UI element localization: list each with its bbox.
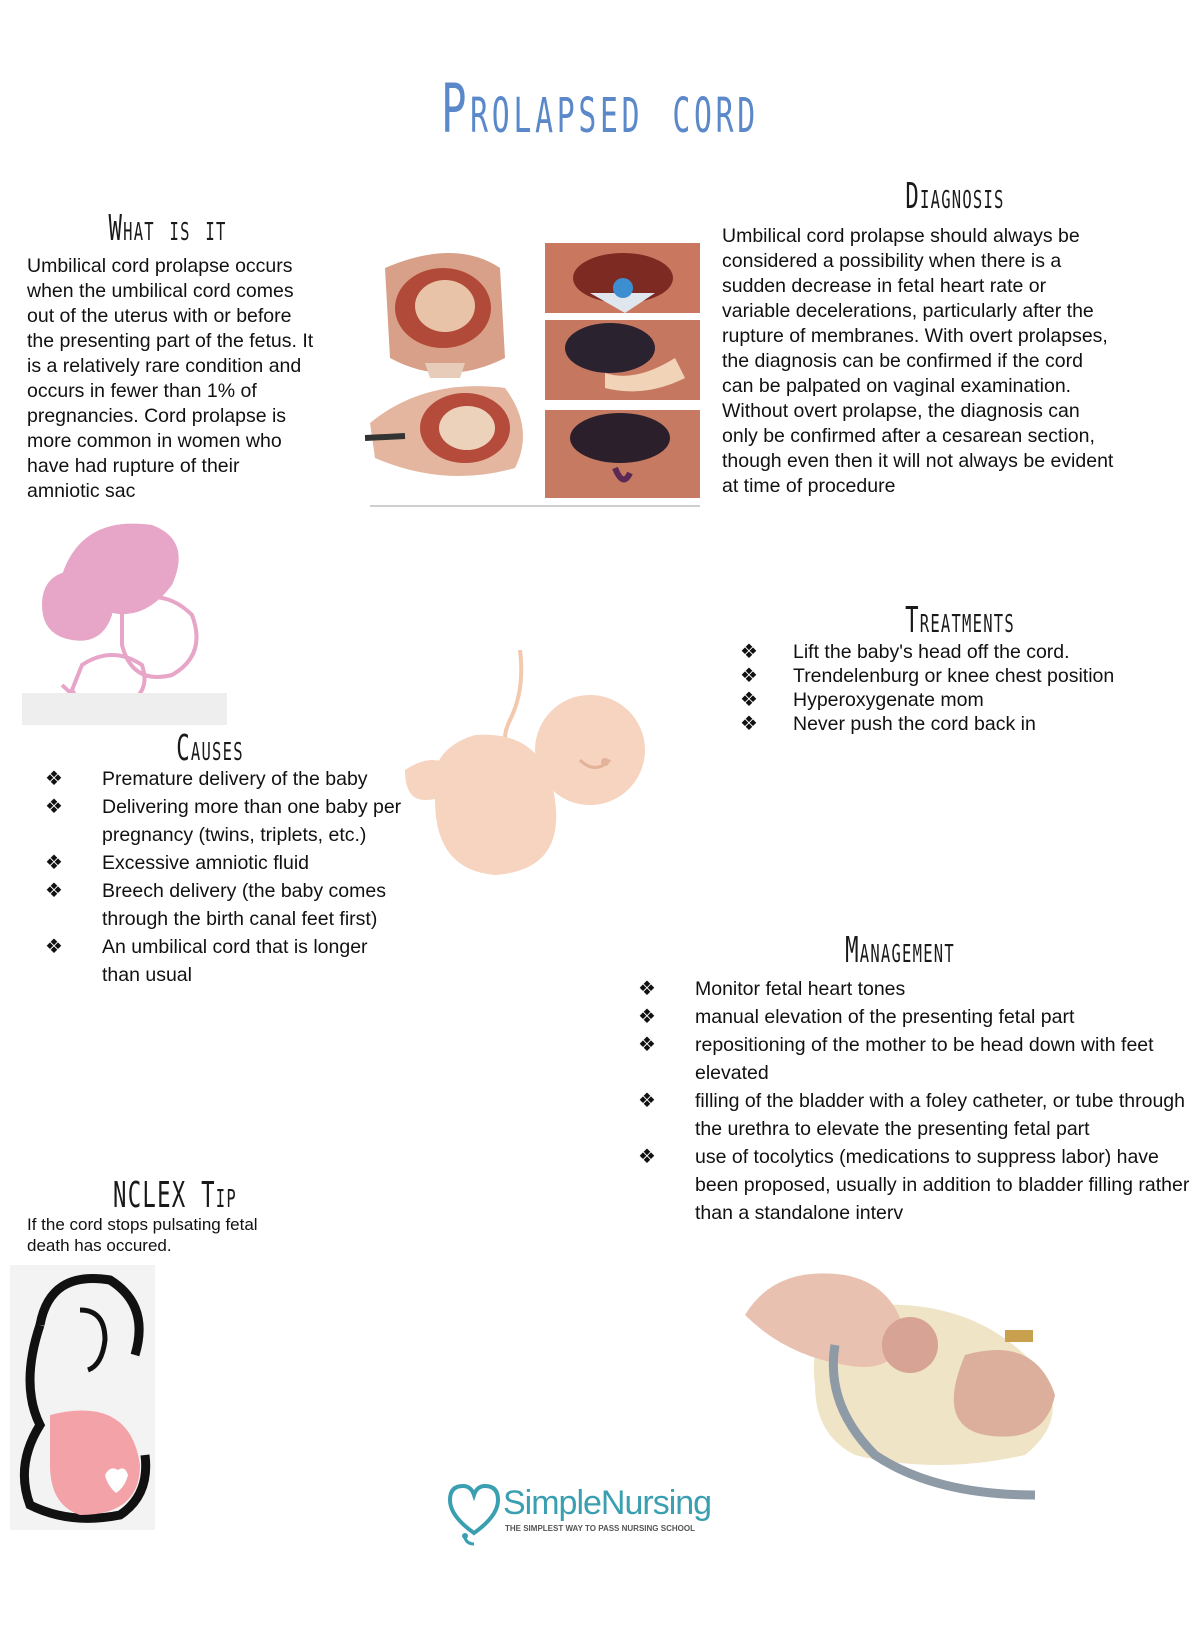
causes-heading: Causes bbox=[176, 728, 244, 769]
treatments-item: ❖ Hyperoxygenate mom bbox=[740, 689, 984, 711]
causes-item: ❖ Excessive amniotic fluid bbox=[45, 852, 309, 874]
management-list bbox=[620, 975, 1190, 1227]
nclex-heading: NCLEX Tip bbox=[113, 1175, 237, 1216]
management-item: ❖ repositioning of the mother to be head down with feet elevated bbox=[638, 1034, 1154, 1084]
causes-list bbox=[27, 765, 407, 989]
nclex-text: If the cord stops pulsating fetal death has occured. bbox=[27, 1215, 258, 1255]
management-item: ❖ filling of the bladder with a foley catheter, or tube through the urethra to elevate the presenting fetal part bbox=[638, 1090, 1185, 1140]
heart-stethoscope-icon bbox=[445, 1478, 503, 1548]
logo-tagline: THE SIMPLEST WAY TO PASS NURSING SCHOOL bbox=[505, 1524, 695, 1533]
fetus-pink-illustration bbox=[22, 515, 227, 725]
breech-pelvis-illustration bbox=[735, 1255, 1095, 1510]
what-is-it-heading: What is it bbox=[108, 208, 227, 249]
treatments-heading: Treatments bbox=[905, 600, 1015, 641]
cord-prolapse-diagram bbox=[365, 238, 710, 538]
management-item: ❖ use of tocolytics (medications to suppress labor) have been proposed, usually in addition to bladder filling rather than a standalone interv bbox=[638, 1146, 1190, 1224]
causes-item: ❖ Breech delivery (the baby comes through the birth canal feet first) bbox=[45, 880, 386, 930]
causes-item: ❖ Delivering more than one baby per pregnancy (twins, triplets, etc.) bbox=[45, 796, 402, 846]
pregnant-woman-illustration bbox=[10, 1265, 155, 1530]
causes-item: ❖ An umbilical cord that is longer than usual bbox=[45, 936, 368, 986]
logo-name: SimpleNursing bbox=[503, 1484, 712, 1522]
management-heading: Management bbox=[845, 930, 955, 971]
diagnosis-text: Umbilical cord prolapse should always be considered a possibility when there is a sudden decrease in fetal heart rate or variable decelerations, particularly after the rupture of membranes. With overt prolapses, the diagnosis can be confirmed if the cord can be palpated on vaginal examination. Without overt prolapse, the diagnosis can only be confirmed after a cesarean section, though even then it will not always be evident at time of procedure bbox=[722, 225, 1114, 497]
causes-item: ❖ Premature delivery of the baby bbox=[45, 768, 368, 790]
page-title: Prolapsed cord bbox=[441, 70, 759, 149]
treatments-item: ❖ Trendelenburg or knee chest position bbox=[740, 665, 1115, 687]
treatments-item: ❖ Never push the cord back in bbox=[740, 713, 1036, 735]
simplenursing-logo bbox=[445, 1478, 745, 1550]
what-is-it-text: Umbilical cord prolapse occurs when the umbilical cord comes out of the uterus with or before the presenting part of the fetus. It is a relatively rare condition and occurs in fewer than 1% of pregnancies. Cord prolapse is more common in women who have had rupture of their amniotic sac bbox=[27, 255, 314, 502]
treatments-list bbox=[718, 640, 1128, 736]
treatments-item: ❖ Lift the baby's head off the cord. bbox=[740, 641, 1070, 663]
management-item: ❖ manual elevation of the presenting fetal part bbox=[638, 1006, 1075, 1028]
fetus-cord-illustration bbox=[395, 650, 665, 890]
diagnosis-heading: Diagnosis bbox=[905, 176, 1005, 217]
management-item: ❖ Monitor fetal heart tones bbox=[638, 978, 906, 1000]
